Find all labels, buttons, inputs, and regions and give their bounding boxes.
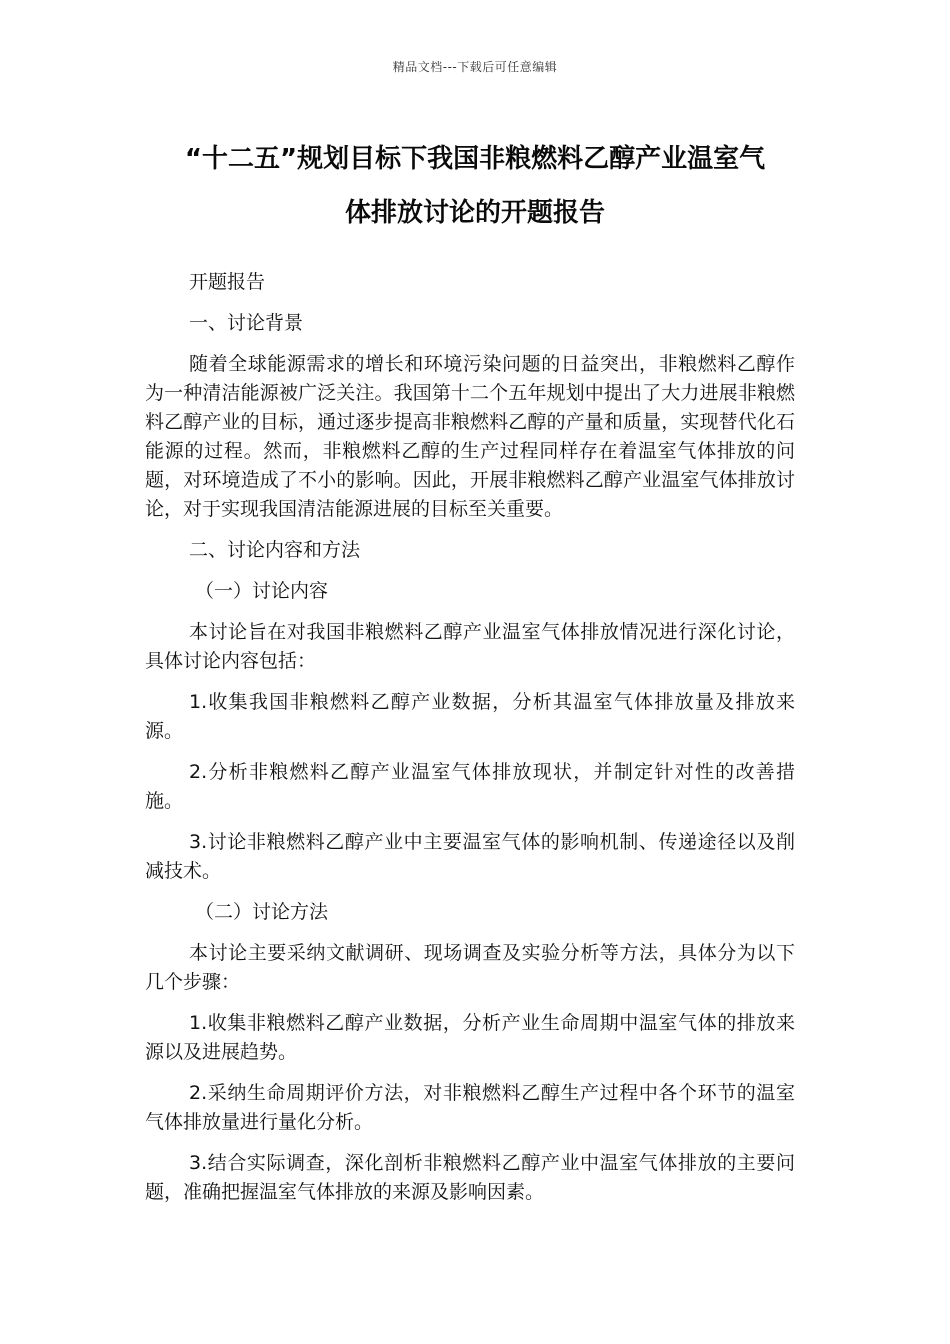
list-item-method-1: 1.收集非粮燃料乙醇产业数据，分析产业生命周期中温室气体的排放来源以及进展趋势。 [145,1012,795,1063]
subheading-content: （一）讨论内容 [195,580,329,602]
paragraph-report-label: 开题报告 [189,271,266,293]
list-item-method-3: 3.结合实际调查，深化剖析非粮燃料乙醇产业中温室气体排放的主要问题，准确把握温室气体排放的来源及影响因素。 [145,1152,795,1203]
paragraph-content-intro: 本讨论旨在对我国非粮燃料乙醇产业温室气体排放情况进行深化讨论，具体讨论内容包括： [145,621,795,672]
list-item-content-1: 1.收集我国非粮燃料乙醇产业数据，分析其温室气体排放量及排放来源。 [145,691,795,742]
paragraph-background: 随着全球能源需求的增长和环境污染问题的日益突出，非粮燃料乙醇作为一种清洁能源被广泛关注。我国第十二个五年规划中提出了大力进展非粮燃料乙醇产业的目标，通过逐步提高非粮燃料乙醇的产量和质量，实现替代化石能源的过程。然而，非粮燃料乙醇的生产过程同样存在着温室气体排放的问题，对环境造成了不小的影响。因此，开展非粮燃料乙醇产业温室气体排放讨论，对于实现我国清洁能源进展的目标至关重要。 [145,353,795,520]
paragraph-method-intro: 本讨论主要采纳文献调研、现场调查及实验分析等方法，具体分为以下几个步骤： [145,942,795,993]
header-note: 精品文档---下载后可任意编辑 [392,60,558,74]
document-body [145,268,795,1219]
heading-background: 一、讨论背景 [189,312,304,334]
list-item-content-3: 3.讨论非粮燃料乙醇产业中主要温室气体的影响机制、传递途径以及削减技术。 [145,831,795,882]
heading-content-method: 二、讨论内容和方法 [189,539,361,561]
title-line-1: “十二五”规划目标下我国非粮燃料乙醇产业温室气 [184,144,766,174]
document-title [130,132,820,240]
list-item-method-2: 2.采纳生命周期评价方法，对非粮燃料乙醇生产过程中各个环节的温室气体排放量进行量化分析。 [145,1082,795,1133]
list-item-content-2: 2.分析非粮燃料乙醇产业温室气体排放现状，并制定针对性的改善措施。 [145,761,795,812]
title-line-2: 体排放讨论的开题报告 [344,198,605,228]
subheading-method: （二）讨论方法 [195,901,329,923]
